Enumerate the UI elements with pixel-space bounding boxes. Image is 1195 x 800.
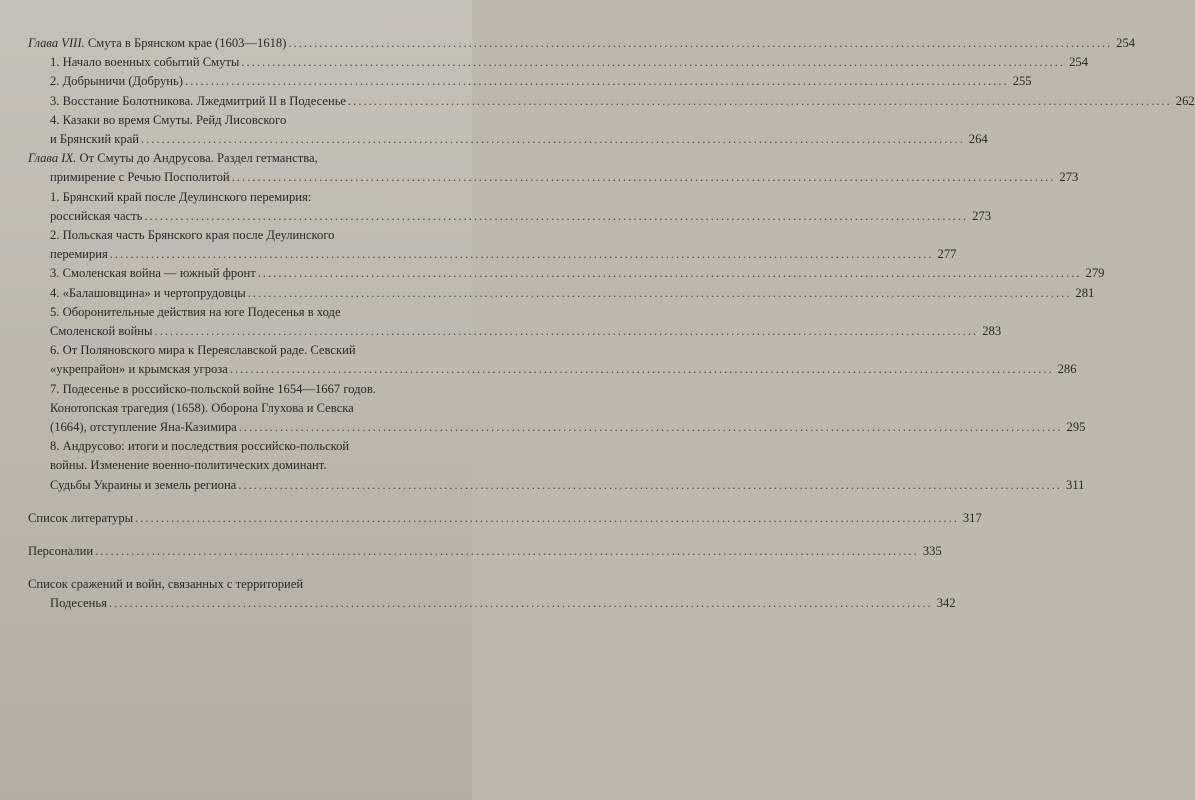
entry-title <box>50 53 239 72</box>
entry-text: 3. Восстание Болотникова. Лжедмитрий II в Подесенье <box>50 93 347 108</box>
entry-title <box>50 72 183 91</box>
page-number: 335 <box>922 544 942 559</box>
toc-section <box>28 284 1095 303</box>
entry-title <box>50 264 256 283</box>
entry-title <box>50 130 139 149</box>
entry-text: Конотопская трагедия (1658). Оборона Глухова и Севска <box>50 400 354 415</box>
dot-leader <box>95 542 919 561</box>
dot-leader <box>230 360 1054 379</box>
entry-title <box>50 207 142 226</box>
toc-section <box>28 111 988 149</box>
dot-leader <box>141 130 965 149</box>
page-number: 286 <box>1057 362 1077 377</box>
toc-chapter <box>28 149 1079 187</box>
entry-text: 1. Брянский край после Деулинского перемирия: <box>50 189 312 204</box>
entry-text: 2. Добрыничи (Добрунь) <box>50 74 183 89</box>
toc-section <box>28 437 1085 495</box>
dot-leader <box>135 509 959 528</box>
entry-text-line <box>50 303 454 322</box>
page-number: 317 <box>962 510 982 525</box>
page-number: 262 <box>1175 93 1195 108</box>
dot-leader <box>348 92 1172 111</box>
entry-title <box>50 476 236 495</box>
toc-section <box>28 188 992 226</box>
toc-section <box>28 380 1086 438</box>
toc-section <box>28 92 1195 111</box>
entry-text: российская часть <box>50 208 143 223</box>
entry-text: 6. От Поляновского мира к Переяславской раде. Севский <box>50 343 356 358</box>
entry-text-line <box>50 341 454 360</box>
entry-text: перемирия <box>50 247 108 262</box>
toc-item <box>28 542 942 561</box>
entry-text-line <box>50 456 454 475</box>
chapter-label: Глава VIII. <box>28 36 85 50</box>
entry-text-line <box>50 226 454 245</box>
entry-text: 7. Подесенье в российско-польской войне 1654—1667 годов. <box>50 381 376 396</box>
entry-text: и Брянский край <box>50 132 140 147</box>
toc-item <box>28 575 956 613</box>
entry-text: «укрепрайон» и крымская угроза <box>50 362 228 377</box>
entry-text: войны. Изменение военно-политических доминант. <box>50 458 327 473</box>
page-number: 254 <box>1069 55 1088 70</box>
dot-leader <box>185 72 1009 91</box>
entry-text-line <box>28 149 454 168</box>
dot-leader <box>232 168 1056 187</box>
toc-section <box>28 72 1032 91</box>
entry-title <box>50 92 346 111</box>
entry-text: Смута в Брянском крае (1603—1618) <box>87 36 287 50</box>
page-number: 281 <box>1075 285 1095 300</box>
entry-title <box>50 418 237 437</box>
entry-text-line <box>28 575 454 594</box>
entry-title <box>50 360 228 379</box>
toc-section <box>28 303 1002 341</box>
toc-chapter <box>28 34 1136 53</box>
entry-title <box>28 34 286 53</box>
entry-text: Судьбы Украины и земель региона <box>50 477 237 492</box>
toc-section <box>28 264 1105 283</box>
entry-text: Персоналии <box>28 544 94 559</box>
dot-leader <box>154 322 978 341</box>
page-number: 255 <box>1012 74 1032 89</box>
page-number: 273 <box>1059 170 1079 185</box>
entry-title <box>28 542 93 561</box>
entry-text: Подесенья <box>50 596 107 611</box>
page-number: 342 <box>936 596 956 611</box>
dot-leader <box>144 207 968 226</box>
entry-text: примирение с Речью Посполитой <box>50 170 230 185</box>
entry-text: 1. Начало военных событий Смуты <box>50 55 240 70</box>
toc-section <box>28 341 1077 379</box>
entry-text: (1664), отступление Яна-Казимира <box>50 420 237 435</box>
entry-text: 4. Казаки во время Смуты. Рейд Лисовского <box>50 112 287 127</box>
dot-leader <box>109 594 933 613</box>
page-number: 273 <box>972 208 992 223</box>
page-number: 295 <box>1066 420 1086 435</box>
entry-text-line <box>50 380 454 399</box>
dot-leader <box>238 476 1062 495</box>
entry-text-line <box>50 437 454 456</box>
dot-leader <box>248 284 1072 303</box>
entry-text: 2. Польская часть Брянского края после Деулинского <box>50 228 335 243</box>
entry-title <box>50 245 108 264</box>
dot-leader <box>288 34 1112 53</box>
entry-title <box>50 322 152 341</box>
entry-text: 8. Андрусово: итоги и последствия российско-польской <box>50 439 350 454</box>
entry-text: 5. Оборонительные действия на юге Подесенья в ходе <box>50 304 341 319</box>
dot-leader <box>258 264 1082 283</box>
entry-text-line <box>50 399 454 418</box>
page-number: 254 <box>1116 36 1136 50</box>
entry-title <box>50 168 230 187</box>
toc-item <box>28 509 982 528</box>
toc-section <box>28 226 957 264</box>
dot-leader <box>241 53 1065 72</box>
toc-section <box>28 53 1088 72</box>
entry-title <box>50 284 246 303</box>
entry-title <box>28 509 133 528</box>
entry-text: От Смуты до Андрусова. Раздел гетманства, <box>79 151 318 166</box>
entry-text: Список сражений и войн, связанных с территорией <box>28 577 304 592</box>
page-number: 277 <box>937 247 957 262</box>
entry-title <box>50 594 107 613</box>
dot-leader <box>110 245 934 264</box>
entry-text: Смоленской войны <box>50 324 153 339</box>
dot-leader <box>239 418 1063 437</box>
entry-text: Список литературы <box>28 510 134 525</box>
chapter-label: Глава IX. <box>28 151 77 166</box>
entry-text-line <box>50 111 454 130</box>
table-of-contents <box>28 34 1195 614</box>
page-number: 311 <box>1066 477 1085 492</box>
page-number: 279 <box>1085 266 1105 281</box>
page-number: 264 <box>968 132 988 147</box>
entry-text: 4. «Балашовщина» и чертопрудовцы <box>50 285 246 300</box>
entry-text-line <box>50 188 454 207</box>
page-number: 283 <box>982 324 1002 339</box>
entry-text: 3. Смоленская война — южный фронт <box>50 266 256 281</box>
